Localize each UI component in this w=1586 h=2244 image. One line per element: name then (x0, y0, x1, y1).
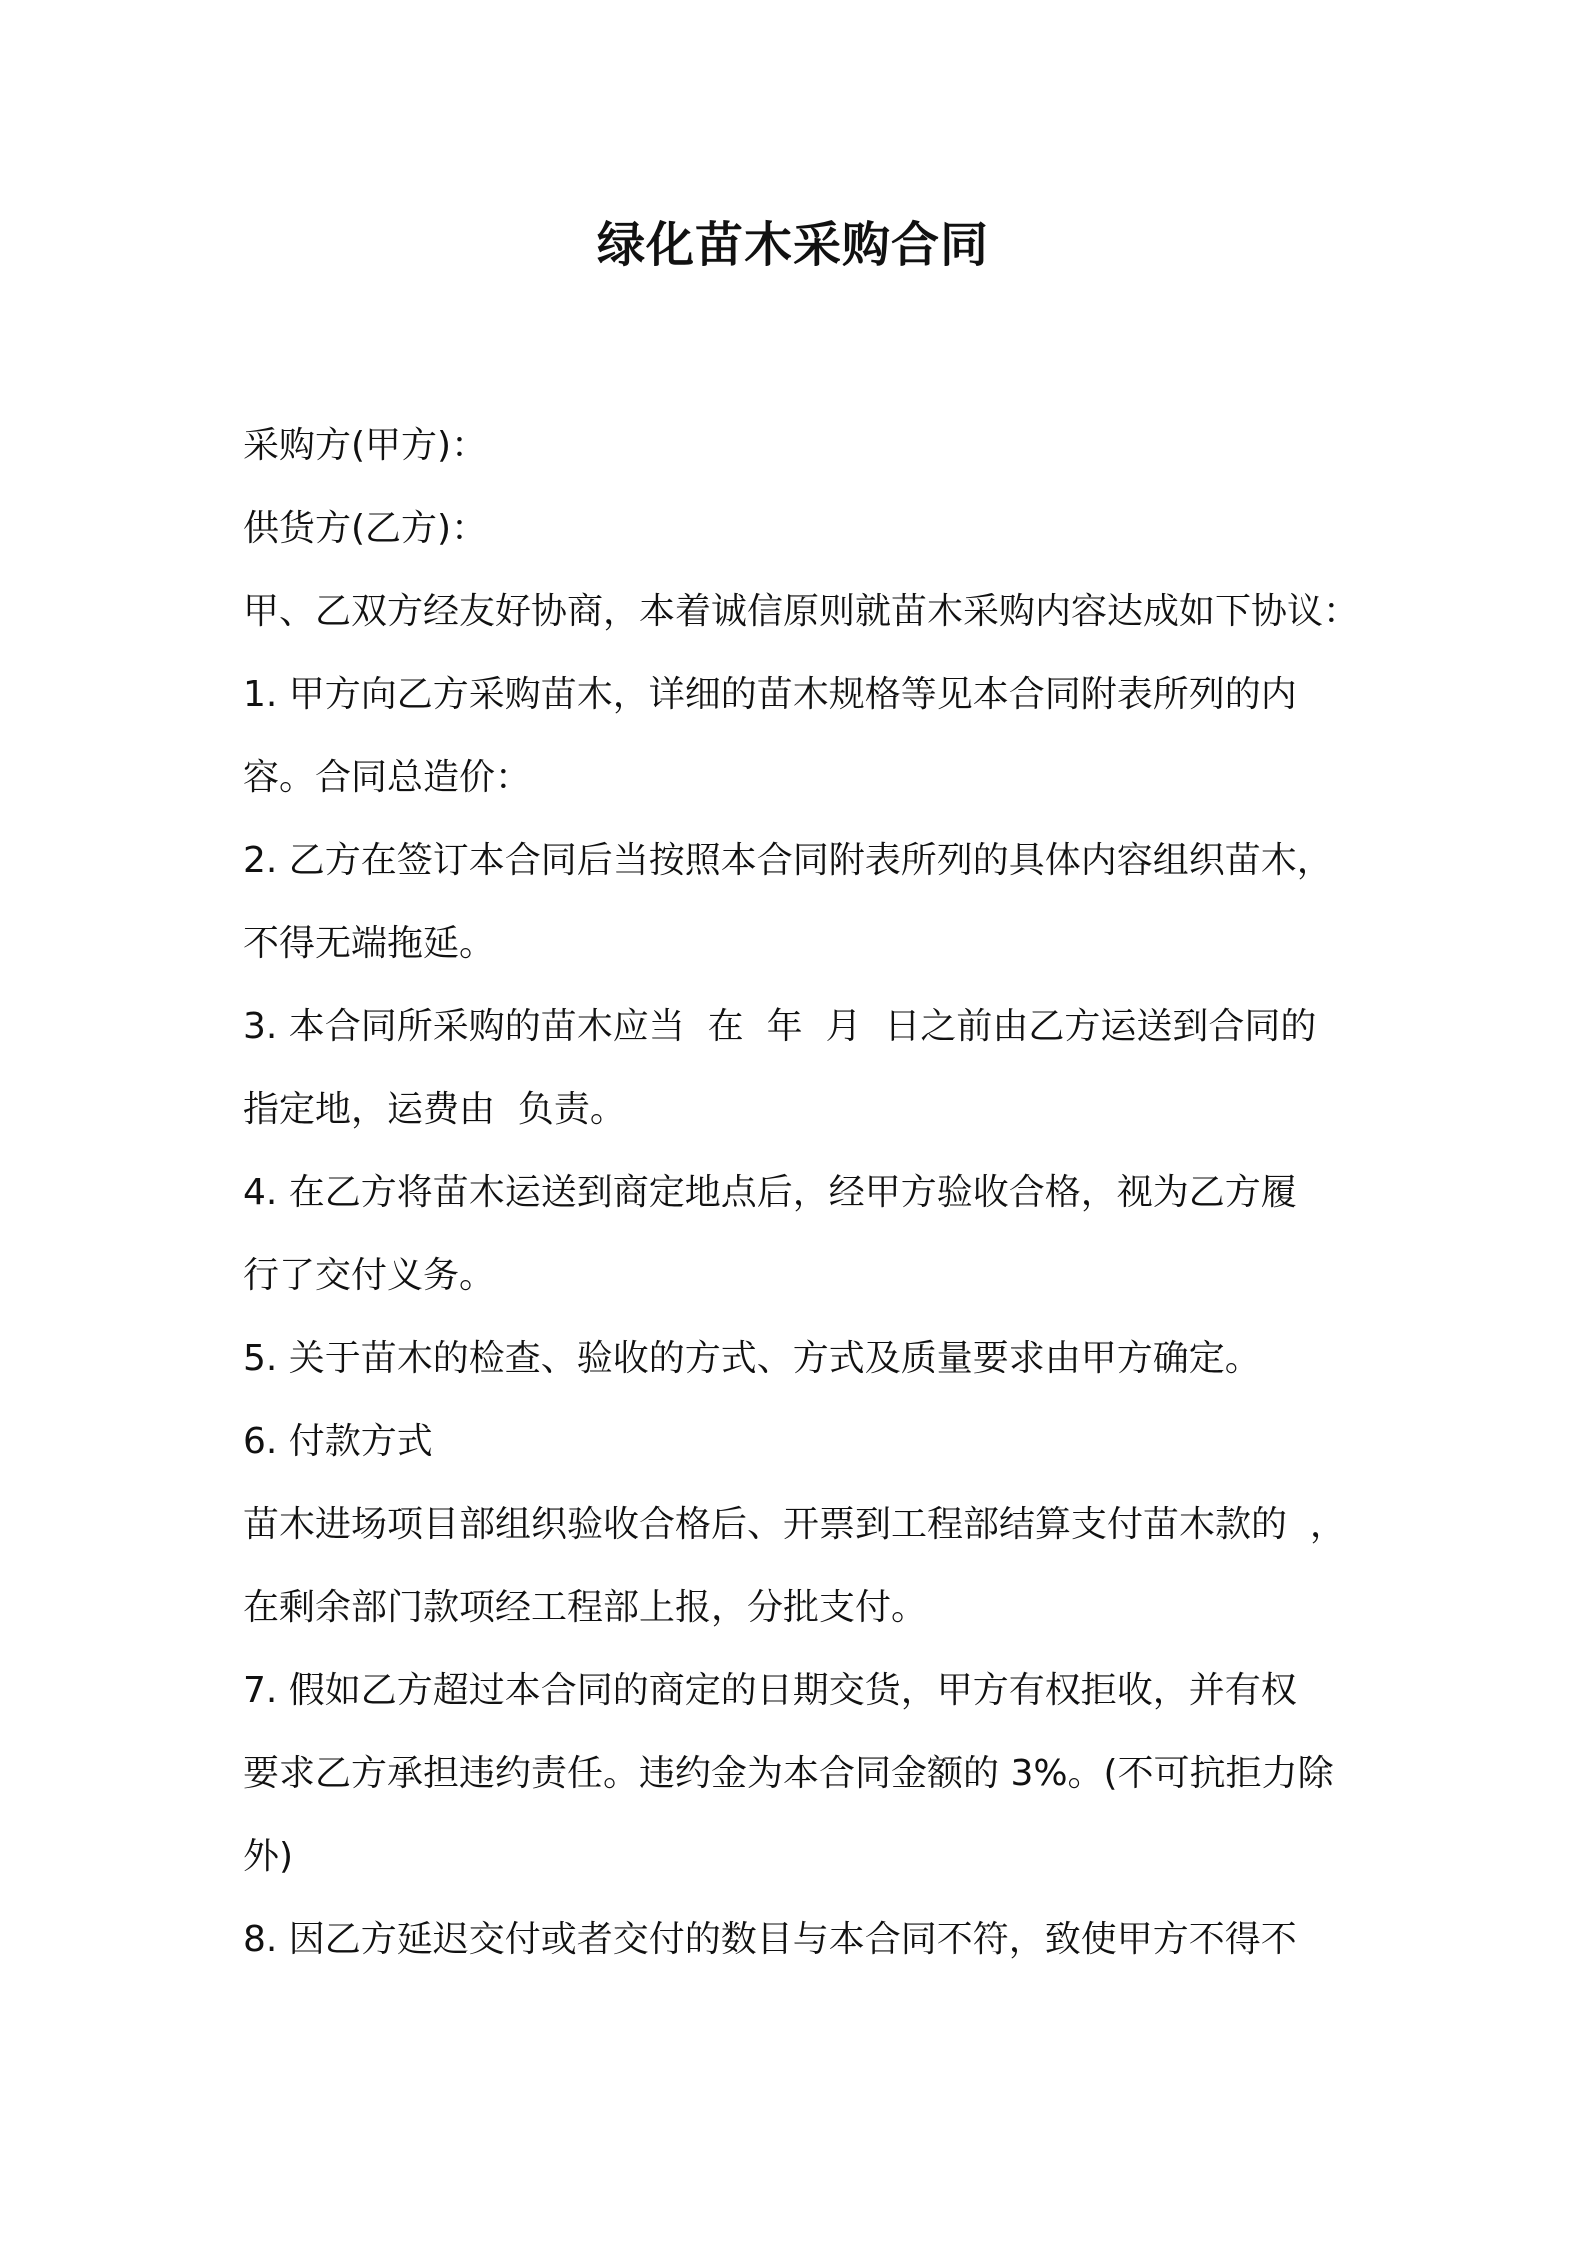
clause-8-line-1: 8. 因乙方延迟交付或者交付的数目与本合同不符，致使甲方不得不 (243, 1919, 1297, 1960)
clause-1-line-2: 容。合同总造价： (243, 757, 532, 798)
clause-2-line-1: 2. 乙方在签订本合同后当按照本合同附表所列的具体内容组织苗木， (243, 840, 1333, 881)
clause-5-line-1: 5. 关于苗木的检查、验收的方式、方式及质量要求由甲方确定。 (243, 1338, 1261, 1379)
clause-3-line-1: 3. 本合同所采购的苗木应当 在 年 月 日之前由乙方运送到合同的 (243, 1006, 1317, 1047)
clause-1-line-1: 1. 甲方向乙方采购苗木，详细的苗木规格等见本合同附表所列的内 (243, 674, 1297, 715)
preamble-line: 甲、乙双方经友好协商，本着诚信原则就苗木采购内容达成如下协议： (243, 591, 1360, 632)
party-a-line: 采购方(甲方)： (243, 425, 488, 466)
clause-6-line-1: 苗木进场项目部组织验收合格后、开票到工程部结算支付苗木款的 ， (243, 1504, 1346, 1545)
document-title: 绿化苗木采购合同 (596, 217, 989, 273)
clause-4-line-1: 4. 在乙方将苗木运送到商定地点后，经甲方验收合格，视为乙方履 (243, 1172, 1297, 1213)
clause-6-heading: 6. 付款方式 (243, 1421, 433, 1462)
clause-6-line-2: 在剩余部门款项经工程部上报，分批支付。 (243, 1587, 928, 1628)
clause-3-line-2: 指定地，运费由 负责。 (243, 1089, 626, 1130)
clause-7-line-2: 要求乙方承担违约责任。违约金为本合同金额的 3%。(不可抗拒力除 (243, 1753, 1334, 1794)
document-body (243, 404, 1363, 1981)
clause-4-line-2: 行了交付义务。 (243, 1255, 496, 1296)
clause-7-line-3: 外) (243, 1836, 294, 1877)
party-b-line: 供货方(乙方)： (243, 508, 488, 549)
clause-2-line-2: 不得无端拖延。 (243, 923, 496, 964)
clause-7-line-1: 7. 假如乙方超过本合同的商定的日期交货，甲方有权拒收，并有权 (243, 1670, 1297, 1711)
